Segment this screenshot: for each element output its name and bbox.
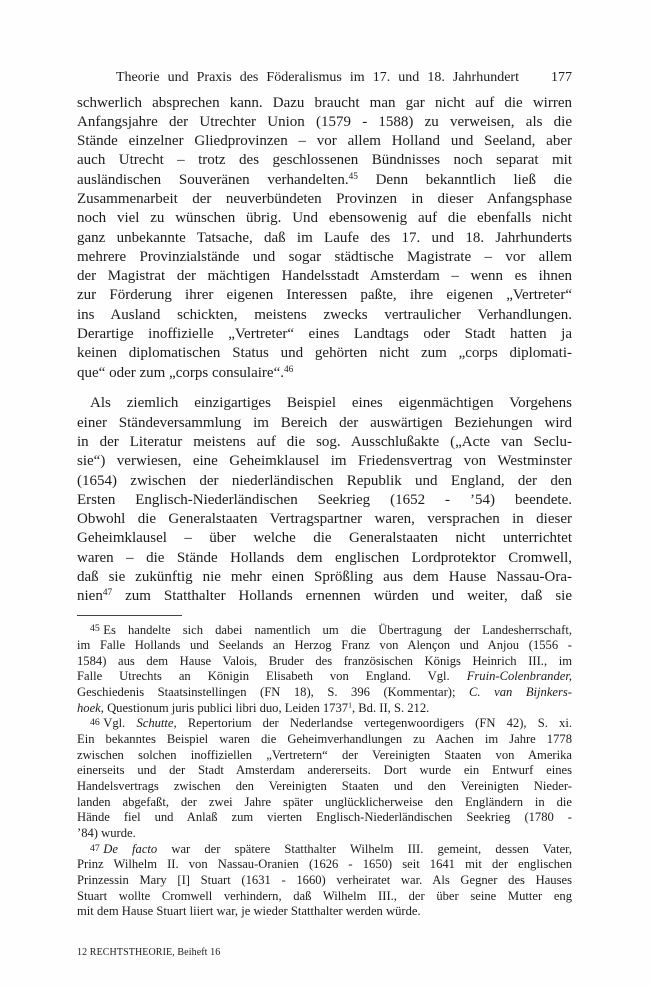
footnote-47 <box>77 842 572 920</box>
footnote-line: Prinz Wilhelm II. von Nassau-Oranien (1626 - 1650) seit 1641 mit der englischen <box>77 857 572 872</box>
footnote-line: Falle Utrechts an Königin Elisabeth von England. Vgl. Fruin-Colenbrander, <box>77 669 572 684</box>
body-line: Zusammenarbeit der neuverbündeten Provinzen in dieser Anfangsphase <box>77 190 572 207</box>
italic-text: De facto <box>103 841 158 856</box>
footnote-reference: 46 <box>284 364 294 375</box>
body-line: que“ oder zum „corps consulaire“.$^{46}$ <box>77 364 294 381</box>
footnote-number: 47 <box>90 842 100 854</box>
footnote-line: mit dem Hause Stuart liiert war, je wieder Statthalter werden würde. <box>77 904 421 919</box>
body-line: mehrere Provinzialstände und sogar städtische Magistrate – vor allem <box>77 248 572 265</box>
body-line: ausländischen Souveränen verhandelten.$^{45}$ Denn bekanntlich ließ die <box>77 171 572 188</box>
body-line: daß sie zukünftig nie mehr einen Sprößling aus dem Hause Nassau-Ora- <box>77 569 572 586</box>
page-number: 177 <box>551 70 572 85</box>
body-line: in der Literatur meistens auf die sog. Ausschlußakte („Acte van Seclu- <box>77 433 572 450</box>
body-line: Derartige inoffizielle „Vertreter“ eines Landtags oder Stadt hatten ja <box>77 326 572 343</box>
footnote-line: 47 De facto war der spätere Statthalter Wilhelm III. gemeint, dessen Vater, <box>90 841 572 856</box>
footnote-46 <box>77 716 572 841</box>
body-line: Obwohl die Generalstaaten Vertragspartner waren, versprachen in dieser <box>77 511 572 528</box>
footnote-line: Prinzessin Mary [I] Stuart (1631 - 1660) verheiratet war. Als Gegner des Hauses <box>77 873 572 887</box>
body-line: Anfangsjahre der Utrechter Union (1579 - 1588) zu verweisen, als die <box>77 113 572 130</box>
body-line: schwerlich absprechen kann. Dazu braucht man gar nicht auf die wirren <box>77 94 572 111</box>
footnote-line: 45 Es handelte sich dabei namentlich um die Übertragung der Landesherrschaft, <box>90 622 572 637</box>
italic-text: C. van Bijnkers- <box>469 685 572 700</box>
footnote-45 <box>77 623 572 717</box>
footnote-line: 46 Vgl. Schutte, Repertorium der Nederlandse vertegenwoordigers (FN 42), S. xi. <box>90 716 572 731</box>
body-line: der Magistrat der mächtigen Handelsstadt Amsterdam – wenn es ihnen <box>77 268 572 285</box>
footnote-line: einerseits und der Stadt Amsterdam andererseits. Dort wurde ein Entwurf eines <box>77 763 572 778</box>
body-line: zur Förderung ihrer eigenen Interessen paßte, ihre eigenen „Vertreter“ <box>77 287 572 304</box>
italic-text: Fruin-Colenbrander, <box>466 669 572 684</box>
body-line: auch Utrecht – trotz des geschlossenen Bündnisses noch separat mit <box>77 152 572 169</box>
body-line: ganz unbekannte Tatsache, daß im Laufe des 17. und 18. Jahrhunderts <box>77 229 572 246</box>
footnote-line: Ein bekanntes Beispiel waren die Geheimverhandlungen zu Aachen im Jahre 1778 <box>77 732 572 747</box>
footnote-line: zwischen solchen inoffiziellen „Vertretern“ der Vereinigten Staaten von Amerika <box>77 747 572 762</box>
body-line: einer Ständeversammlung im Bereich der auswärtigen Beziehungen wird <box>77 414 572 431</box>
body-line: waren – die Stände Hollands dem englischen Lordprotektor Cromwell, <box>77 549 572 566</box>
paragraph-2 <box>77 394 572 606</box>
body-line: ins Ausland schickten, meistens zwecks vertraulicher Verhandlungen. <box>77 306 572 323</box>
footnote-line: Geschiedenis Staatsinstellingen (FN 18), S. 396 (Kommentar); C. van Bijnkers- <box>77 685 572 700</box>
footnote-reference: 47 <box>102 588 113 599</box>
body-line: Ersten Englisch-Niederländischen Seekrieg (1652 - ’54) beendete. <box>77 491 572 508</box>
running-head <box>77 69 572 87</box>
edition-superscript: 1 <box>348 700 352 710</box>
footnote-line: im Falle Hollands und Seelands an Herzog Franz von Alençon und Anjou (1556 - <box>77 638 572 653</box>
footnote-number: 46 <box>90 717 100 729</box>
footnote-rule <box>77 615 182 616</box>
footnote-number: 45 <box>90 623 100 635</box>
footnote-line: ’84) wurde. <box>77 826 136 841</box>
body-line: Als ziemlich einzigartiges Beispiel eines eigenmächtigen Vorgehens <box>90 395 572 412</box>
body-text <box>77 94 572 607</box>
body-line: nien$^{47}$ zum Statthalter Hollands ernennen würden und weiter, daß sie <box>77 588 572 605</box>
footnote-line: Hände fiel und Anlaß zum vierten Englisch-Niederländischen Seekrieg (1780 - <box>77 810 572 825</box>
footnote-line: landen abgefaßt, der zwei Jahre später unglücklicherweise den Engländern in die <box>77 794 572 809</box>
printer-signature: 12 RECHTSTHEORIE, Beiheft 16 <box>77 947 221 958</box>
footnote-reference: 45 <box>348 171 358 182</box>
body-line: sie“) verwiesen, eine Geheimklausel im Friedensvertrag von Westminster <box>77 453 572 470</box>
italic-text: Schutte, <box>136 716 177 731</box>
italic-text: hoek, <box>77 700 104 715</box>
body-line: (1654) zwischen der niederländischen Republik und England, der den <box>77 472 572 489</box>
footnote-line: Stuart wollte Cromwell verhindern, daß Wilhelm III., der über seine Mutter eng <box>77 888 572 903</box>
body-line: noch viel zu wünschen übrig. Und ebensowenig auf die ebenfalls nicht <box>77 210 572 227</box>
running-head-title: Theorie und Praxis des Föderalismus im 17. und 18. Jahrhundert <box>116 70 519 85</box>
footnotes <box>77 623 572 920</box>
footnote-line: Handelsvertrags zwischen den Vereinigten Staaten und den Vereinigten Nieder- <box>77 779 572 794</box>
footnote-line: 1584) aus dem Hause Valois, Bruder des französischen Königs Heinrich III., im <box>77 653 572 668</box>
body-line: Stände einzelner Gliedprovinzen – vor allem Holland und Seeland, aber <box>77 133 572 150</box>
body-line: Geheimklausel – über welche die Generalstaaten nicht unterrichtet <box>77 530 572 547</box>
footnote-line: hoek, Questionum juris publici libri duo, Leiden 1737$^1$, Bd. II, S. 212. <box>77 700 430 715</box>
paragraph-1 <box>77 94 572 383</box>
body-line: keinen diplomatischen Status und gehörten nicht zum „corps diplomati- <box>77 345 572 362</box>
